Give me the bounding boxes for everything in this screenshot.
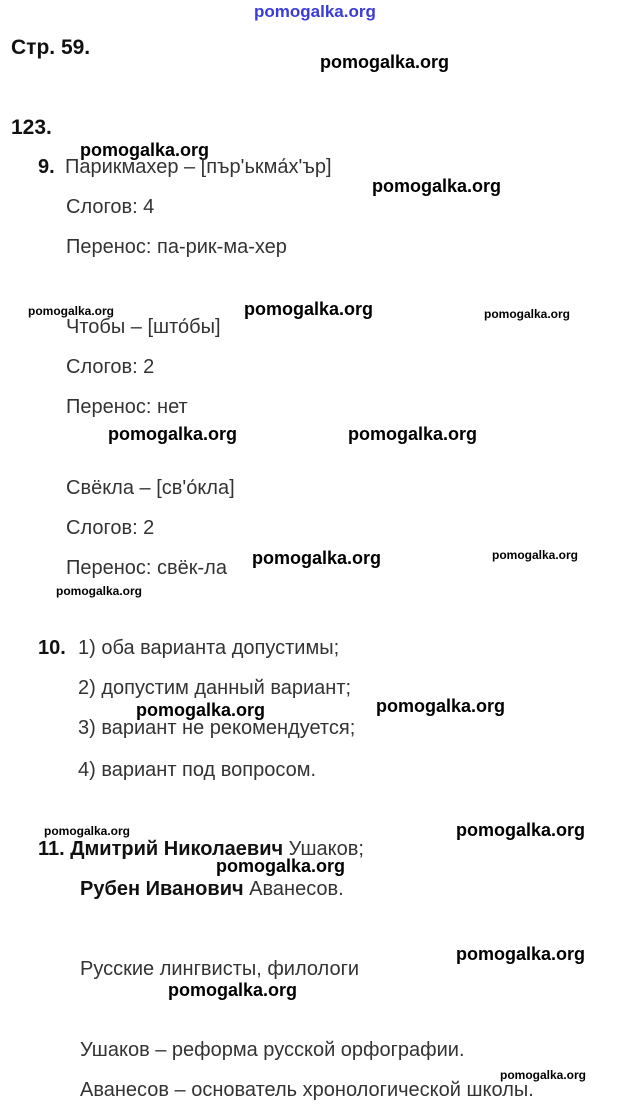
person-line [80, 878, 344, 901]
person-line [38, 838, 364, 861]
person-name: Дмитрий Николаевич [70, 838, 284, 860]
hyphenation: Перенос: свёк-ла [66, 557, 227, 579]
watermark: pomogalka.org [244, 299, 374, 319]
page-title: Стр. 59. [11, 36, 91, 59]
list-item: 1) оба варианта допустимы; [78, 637, 340, 659]
hyphenation: Перенос: нет [66, 396, 188, 418]
hyphenation: Перенос: па-рик-ма-хер [66, 236, 287, 258]
person-surname: Ушаков; [283, 838, 364, 860]
description-line: Ушаков – реформа русской орфографии. [80, 1039, 465, 1061]
watermark: pomogalka.org [168, 980, 298, 1000]
task-number: 9. [38, 156, 55, 178]
description-line: Аванесов – основатель хронологической школы. [80, 1079, 534, 1101]
watermark: pomogalka.org [136, 700, 266, 720]
exercise-number: 123. [11, 116, 52, 139]
watermark: pomogalka.org [500, 1068, 587, 1082]
watermark: pomogalka.org [456, 944, 586, 964]
watermark: pomogalka.org [108, 424, 238, 444]
word-transcription: Чтобы – [што́бы] [66, 316, 221, 338]
list-item: 2) допустим данный вариант; [78, 677, 352, 699]
watermark: pomogalka.org [376, 696, 506, 716]
person-name: Рубен Иванович [80, 878, 244, 900]
list-item: 4) вариант под вопросом. [78, 759, 317, 781]
watermark: pomogalka.org [216, 856, 346, 876]
word-transcription: Свёкла – [св'о́кла] [66, 477, 235, 499]
syllable-count: Слогов: 2 [66, 356, 155, 378]
syllable-count: Слогов: 2 [66, 517, 155, 539]
task-number: 11. [38, 838, 65, 860]
watermark: pomogalka.org [492, 548, 579, 562]
watermark: pomogalka.org [456, 820, 586, 840]
word-transcription: Парикмахер – [пър'ькма́х'ър] [65, 156, 332, 178]
watermark: pomogalka.org [348, 424, 478, 444]
watermark: pomogalka.org [372, 176, 502, 196]
watermark: pomogalka.org [56, 584, 143, 598]
watermark: pomogalka.org [28, 304, 115, 318]
watermark: pomogalka.org [44, 824, 131, 838]
watermark: pomogalka.org [320, 52, 450, 72]
watermark: pomogalka.org [80, 140, 210, 160]
task-number: 10. [38, 637, 66, 659]
syllable-count: Слогов: 4 [66, 196, 155, 218]
person-surname: Аванесов. [243, 878, 344, 900]
watermark: pomogalka.org [484, 307, 571, 321]
description-line: Русские лингвисты, филологи [80, 958, 360, 980]
watermark-top: pomogalka.org [254, 2, 376, 21]
watermark: pomogalka.org [252, 548, 382, 568]
list-item: 3) вариант не рекомендуется; [78, 717, 356, 739]
